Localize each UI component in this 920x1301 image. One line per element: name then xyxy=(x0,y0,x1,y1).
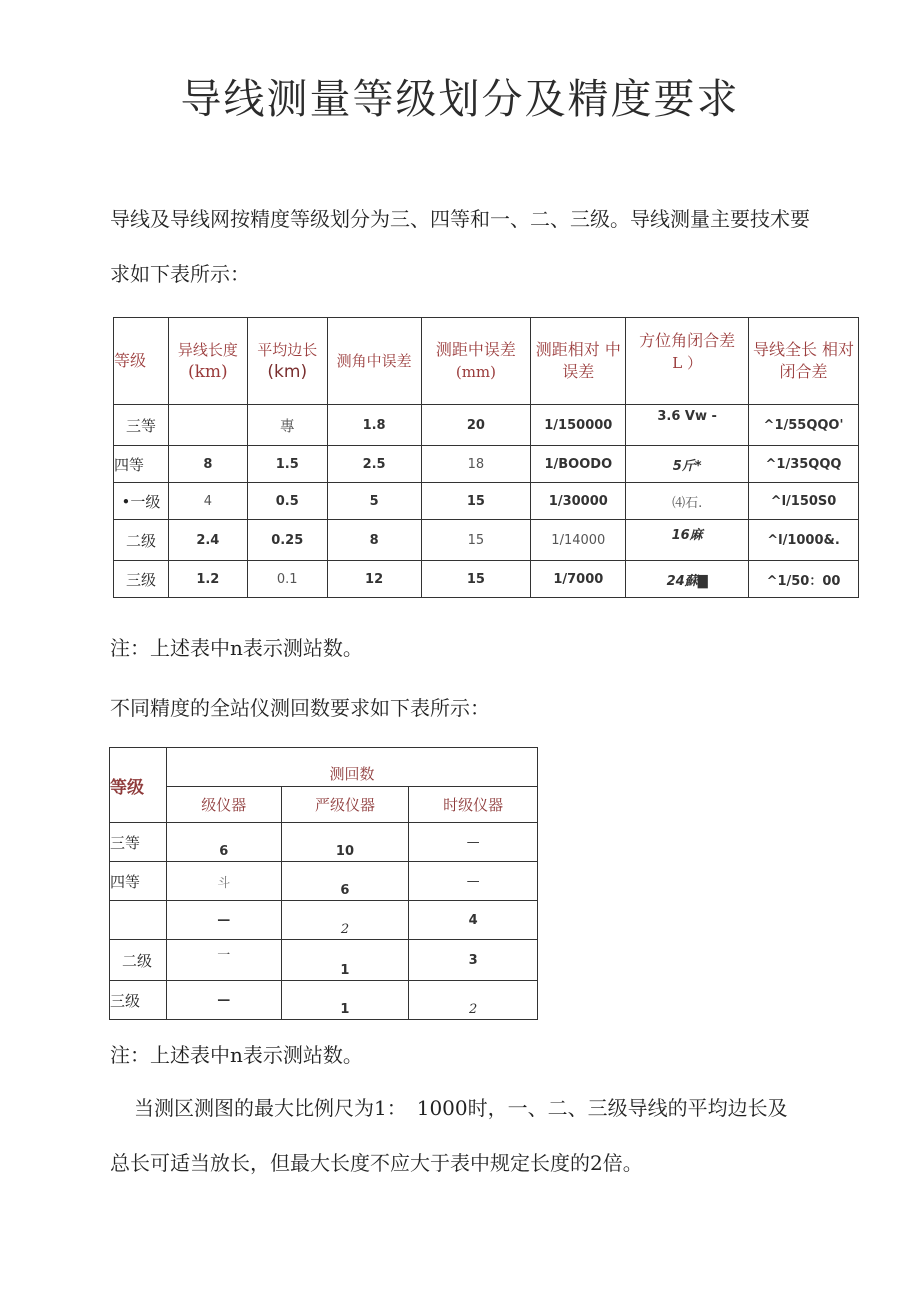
table-cell: 5 xyxy=(327,483,421,520)
table-cell: 2.4 xyxy=(168,520,247,561)
header-cell: 测距相对 中 误差 xyxy=(531,318,626,405)
table-cell: ^1/35QQQ xyxy=(749,446,859,483)
table-cell: ^1/50：00 xyxy=(749,561,859,598)
table-cell: 16麻 xyxy=(626,520,749,561)
grade-cell xyxy=(110,901,167,940)
table-cell: 1.8 xyxy=(327,405,421,446)
table-cell: 8 xyxy=(168,446,247,483)
table-row xyxy=(114,520,859,561)
table-cell: 3 xyxy=(409,940,538,981)
table-cell: ^1/55QQO' xyxy=(749,405,859,446)
table-cell: 1 xyxy=(281,981,409,1020)
header-cell: 测角中误差 xyxy=(327,318,421,405)
table-cell: 1/7000 xyxy=(531,561,626,598)
table-cell: 10 xyxy=(281,823,409,862)
table-cell: 18 xyxy=(421,446,531,483)
header-cell: 严级仪器 xyxy=(281,787,409,823)
grade-cell: 四等 xyxy=(114,446,169,483)
table-row xyxy=(110,901,538,940)
table-cell: 專 xyxy=(247,405,327,446)
note-2: 注：上述表中n表示测站数。 xyxy=(110,1043,363,1067)
table-cell: 1/BOODO xyxy=(531,446,626,483)
table-cell: 6 xyxy=(281,862,409,901)
table-cell: 1/30000 xyxy=(531,483,626,520)
table-cell: 5斤* xyxy=(626,446,749,483)
grade-cell: 三等 xyxy=(114,405,169,446)
intro-2: 不同精度的全站仪测回数要求如下表所示： xyxy=(110,696,490,720)
header-cell: 异线长度 (km) xyxy=(168,318,247,405)
table-cell: 1/14000 xyxy=(531,520,626,561)
grade-cell: 三级 xyxy=(110,981,167,1020)
note-1: 注：上述表中n表示测站数。 xyxy=(110,636,363,660)
table-cell: 15 xyxy=(421,483,531,520)
table-cell: ⑷石. xyxy=(626,483,749,520)
table-row xyxy=(114,446,859,483)
header-cell: 等级 xyxy=(114,318,169,405)
table-cell: — xyxy=(166,981,281,1020)
header-cell: 测回数 xyxy=(166,748,537,787)
grade-cell: 二级 xyxy=(114,520,169,561)
traverse-accuracy-table xyxy=(113,317,859,598)
table-cell: 1.2 xyxy=(168,561,247,598)
table-cell: 4 xyxy=(409,901,538,940)
table-cell: 15 xyxy=(421,520,531,561)
grade-cell: 三级 xyxy=(114,561,169,598)
header-cell: 平均边长 (km) xyxy=(247,318,327,405)
table-cell: ^l/1000&. xyxy=(749,520,859,561)
table-cell: 0.5 xyxy=(247,483,327,520)
header-cell: 导线全长 相对 闭合差 xyxy=(749,318,859,405)
header-cell: 级仪器 xyxy=(166,787,281,823)
table-cell: 20 xyxy=(421,405,531,446)
grade-cell: 二级 xyxy=(110,940,167,981)
table-row xyxy=(110,981,538,1020)
table-cell: 15 xyxy=(421,561,531,598)
header-cell: 等级 xyxy=(110,748,167,823)
table-cell: 6 xyxy=(166,823,281,862)
table-cell: — xyxy=(166,901,281,940)
table-header-row xyxy=(110,748,538,787)
grade-cell: •一级 xyxy=(114,483,169,520)
table-cell: 1 xyxy=(281,940,409,981)
table-row xyxy=(110,823,538,862)
intro-paragraph: 导线及导线网按精度等级划分为三、四等和一、二、三级。导线测量主要技术要求如下表所示： xyxy=(110,207,810,286)
table-cell: 12 xyxy=(327,561,421,598)
table-cell: 2 xyxy=(281,901,409,940)
table-row xyxy=(110,862,538,901)
table-cell: 4 xyxy=(168,483,247,520)
table-cell: 0.1 xyxy=(247,561,327,598)
table-row xyxy=(114,561,859,598)
table-cell: 2.5 xyxy=(327,446,421,483)
table-cell: 一 xyxy=(166,940,281,981)
table-row xyxy=(114,405,859,446)
table-header-row xyxy=(114,318,859,405)
page-title: 导线测量等级划分及精度要求 xyxy=(180,75,740,123)
table-cell: 斗 xyxy=(166,862,281,901)
table-cell: 0.25 xyxy=(247,520,327,561)
table-cell xyxy=(168,405,247,446)
table-cell: — xyxy=(409,862,538,901)
station-rounds-table xyxy=(109,747,538,1020)
table-cell: 24蘇▇ xyxy=(626,561,749,598)
header-cell: 时级仪器 xyxy=(409,787,538,823)
table-subheader-row xyxy=(110,787,538,823)
table-cell: — xyxy=(409,823,538,862)
grade-cell: 三等 xyxy=(110,823,167,862)
table-cell: 3.6 Vw - xyxy=(626,405,749,446)
closing-paragraph: 当测区测图的最大比例尺为1： 1000时，一、二、三级导线的平均边长及总长可适当放长，但最大长度不应大于表中规定长度的2倍。 xyxy=(110,1096,788,1175)
table-cell: ^l/150S0 xyxy=(749,483,859,520)
table-cell: 2 xyxy=(409,981,538,1020)
table-row xyxy=(110,940,538,981)
grade-cell: 四等 xyxy=(110,862,167,901)
header-cell: 方位角闭合差 L ） xyxy=(626,318,749,405)
table-cell: 1.5 xyxy=(247,446,327,483)
table-cell: 8 xyxy=(327,520,421,561)
table-cell: 1/150000 xyxy=(531,405,626,446)
table-row xyxy=(114,483,859,520)
header-cell: 测距中误差 (mm) xyxy=(421,318,531,405)
